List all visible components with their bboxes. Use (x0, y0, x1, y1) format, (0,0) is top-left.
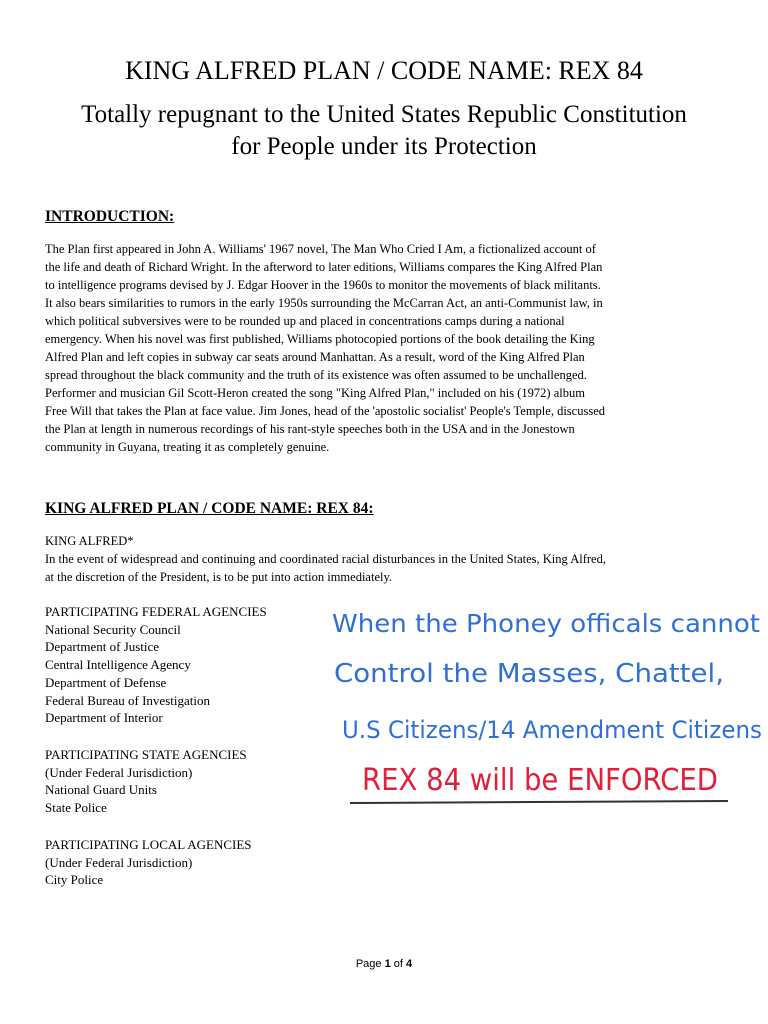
intro-line: Free Will that takes the Plan at face value. Jim Jones, head of the 'apostolic socialist' People's Temple, discussed (45, 404, 605, 418)
plan-section-paragraph (45, 532, 740, 586)
handwritten-line-3: U.S Citizens/14 Amendment Citizens (342, 716, 762, 744)
list-item: Department of Justice (45, 639, 160, 655)
list-item: State Police (45, 800, 107, 816)
list-item: Central Intelligence Agency (45, 657, 191, 673)
federal-agencies-list (45, 603, 267, 727)
introduction-paragraph (45, 240, 740, 456)
subtitle-line-2: for People under its Protection (231, 133, 537, 160)
document-subtitle (30, 99, 738, 163)
handwritten-annotation (320, 590, 768, 820)
handwritten-line-4: REX 84 will be ENFORCED (362, 763, 718, 798)
plan-section-heading: KING ALFRED PLAN / CODE NAME: REX 84: (45, 500, 374, 517)
plan-line: KING ALFRED* (45, 534, 134, 548)
page-footer (0, 958, 768, 970)
page-total: 4 (406, 958, 413, 970)
local-agencies-heading: PARTICIPATING LOCAL AGENCIES (45, 837, 252, 852)
intro-line: Alfred Plan and left copies in subway car seats around Manhattan. As a result, word of the King Alfred Plan (45, 350, 585, 364)
list-item: National Security Council (45, 621, 181, 637)
list-item: City Police (45, 872, 104, 888)
intro-line: Performer and musician Gil Scott-Heron created the song "King Alfred Plan," included on his (1972) album (45, 386, 585, 400)
of-word: of (393, 958, 403, 970)
introduction-heading: INTRODUCTION: (45, 208, 175, 225)
page-number: 1 (384, 958, 391, 970)
list-item: Department of Interior (45, 710, 163, 726)
list-item: Federal Bureau of Investigation (45, 692, 210, 708)
document-title: KING ALFRED PLAN / CODE NAME: REX 84 (125, 56, 643, 85)
state-agencies-list (45, 746, 247, 817)
list-item: (Under Federal Jurisdiction) (45, 764, 193, 780)
intro-line: the life and death of Richard Wright. In the afterword to later editions, Williams compares the King Alfred Plan (45, 260, 603, 274)
list-item: Department of Defense (45, 674, 167, 690)
page-word: Page (355, 958, 382, 970)
intro-line: emergency. When his novel was first published, Williams photocopied portions of the book detailing the King (45, 332, 595, 346)
subtitle-line-1: Totally repugnant to the United States Republic Constitution (81, 101, 687, 128)
intro-line: spread throughout the black community and the truth of its existence was often assumed to be unchallenged. (45, 368, 587, 382)
handwritten-line-2: Control the Masses, Chattel, (334, 659, 724, 689)
intro-line: It also bears similarities to rumors in the early 1950s surrounding the McCarran Act, an anti-Communist law, in (45, 296, 603, 310)
handwritten-underline (350, 801, 728, 803)
local-agencies-list (45, 836, 252, 889)
list-item: (Under Federal Jurisdiction) (45, 854, 193, 870)
state-agencies-heading: PARTICIPATING STATE AGENCIES (45, 747, 247, 762)
federal-agencies-heading: PARTICIPATING FEDERAL AGENCIES (45, 604, 267, 619)
intro-line: the Plan at length in numerous recordings of his rant-style speeches both in the USA and in the Jonestown (45, 422, 575, 436)
intro-line: which political subversives were to be rounded up and placed in concentrations camps during a national (45, 314, 565, 328)
handwritten-line-1: When the Phoney officals cannot (332, 609, 761, 638)
list-item: National Guard Units (45, 782, 157, 798)
intro-line: to intelligence programs devised by J. Edgar Hoover in the 1960s to monitor the movements of black militants. (45, 278, 601, 292)
plan-line: at the discretion of the President, is to be put into action immediately. (45, 570, 393, 584)
plan-line: In the event of widespread and continuing and coordinated racial disturbances in the United States, King Alfred, (45, 552, 606, 566)
intro-line: community in Guyana, treating it as completely genuine. (45, 440, 330, 454)
intro-line: The Plan first appeared in John A. Williams' 1967 novel, The Man Who Cried I Am, a fictionalized account of (45, 242, 596, 256)
